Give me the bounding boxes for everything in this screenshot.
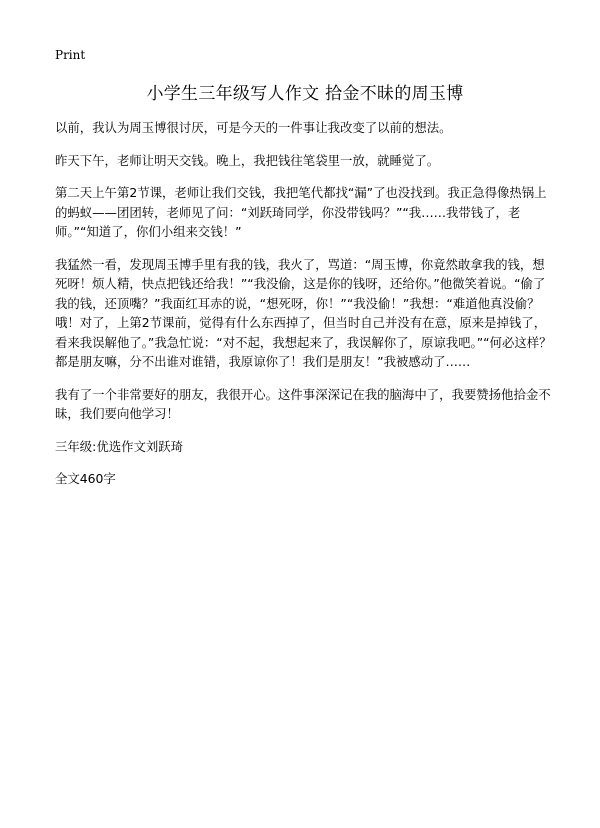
word-count: 全文460字	[55, 471, 116, 486]
grade-author-line: 三年级:优选作文刘跃琦	[55, 438, 184, 454]
print-link[interactable]: Print	[55, 48, 86, 62]
paragraph-4: 我猛然一看，发现周玉博手里有我的钱，我火了，骂道：“周玉博，你竟然敢拿我的钱，想死呀！烦人精，快点把钱还给我！”“我没偷，这是你的钱呀，还给你。”他微笑着说。“偷了我的钱，还顶嘴？”我面红耳赤的说，“想死呀，你！”“我没偷！”我想：“难道他真没偷？哦！对了，上第2节课前，觉得有什么东西掉了，但当时自己并没有在意，原来是掉钱了，看来我误解他了。”我急忙说：“对不起，我想起来了，我误解你了，原谅我吧。”“何必这样？都是朋友嘛，分不出谁对谁错，我原谅你了！我们是朋友！”我被感动了……	[55, 256, 552, 369]
document-page	[55, 44, 555, 502]
paragraph-1: 以前，我认为周玉博很讨厌，可是今天的一件事让我改变了以前的想法。	[55, 120, 452, 135]
article-body	[55, 118, 555, 489]
paragraph-2: 昨天下午，老师让明天交钱。晚上，我把钱往笔袋里一放，就睡觉了。	[55, 152, 440, 168]
paragraph-5: 我有了一个非常要好的朋友，我很开心。这件事深深记在我的脑海中了，我要赞扬他拾金不昧，我们要向他学习！	[55, 386, 551, 421]
article-title: 小学生三年级写人作文 拾金不昧的周玉博	[146, 84, 464, 104]
paragraph-3: 第二天上午第2节课，老师让我们交钱，我把笔代都找“漏”了也没找到。我正急得像热锅上的蚂蚁——团团转，老师见了问：“刘跃琦同学，你没带钱吗？”“我……我带钱了，老师。”“知道了，你们小组来交钱！”	[55, 185, 547, 239]
